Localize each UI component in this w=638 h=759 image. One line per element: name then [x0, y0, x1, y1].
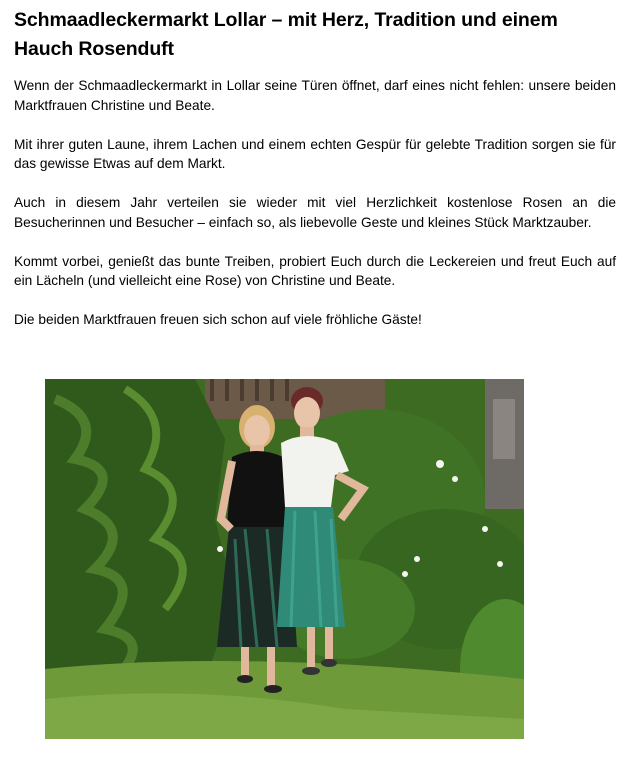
- document-page: [14, 0, 616, 330]
- paragraph-invitation: Kommt vorbei, genießt das bunte Treiben, probiert Euch durch die Leckereien und freut Euch auf ein Lächeln (und vielleicht eine Rose) von Christine und Beate.: [14, 253, 616, 288]
- paragraph-intro: Wenn der Schmaadleckermarkt in Lollar seine Türen öffnet, darf eines nicht fehlen: unsere beiden Marktfrauen Christine und Beate.: [14, 78, 616, 113]
- paragraph-mood: Mit ihrer guten Laune, ihrem Lachen und einem echten Gespür für gelebte Tradition sorgen sie für das gewisse Etwas auf dem Markt.: [14, 136, 616, 171]
- paragraph-closing: Die beiden Marktfrauen freuen sich schon auf viele fröhliche Gäste!: [14, 312, 422, 327]
- paragraph-roses: Auch in diesem Jahr verteilen sie wieder mit viel Herzlichkeit kostenlose Rosen an die Besucherinnen und Besucher – einfach so, als liebevolle Geste und kleines Stück Marktzauber.: [14, 195, 616, 230]
- document-title: Schmaadleckermarkt Lollar – mit Herz, Tradition und einem Hauch Rosenduft: [14, 9, 558, 60]
- conifer: [45, 379, 235, 709]
- market-women-photo: [45, 379, 524, 739]
